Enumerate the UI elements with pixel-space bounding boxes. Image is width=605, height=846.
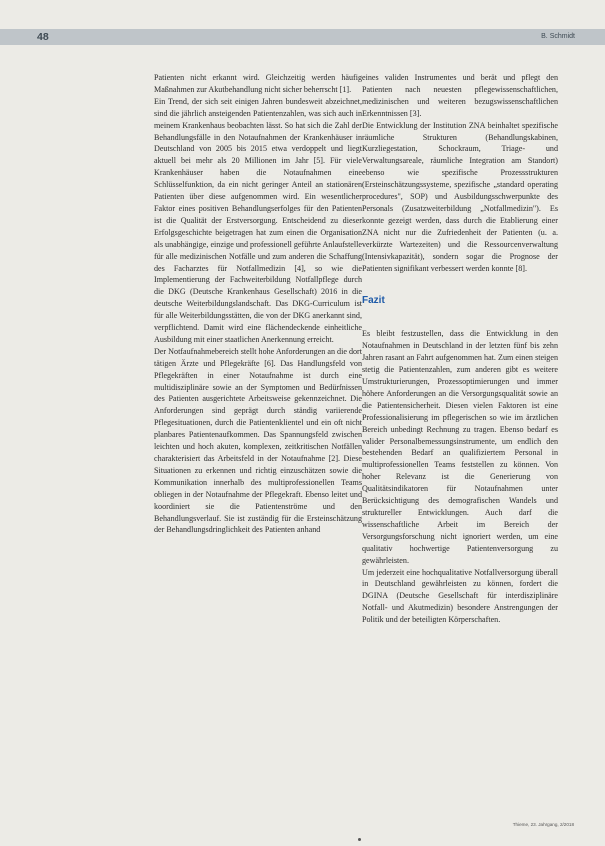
header-band (0, 29, 605, 45)
left-column (154, 72, 362, 536)
right-column (362, 72, 558, 626)
paragraph: Der Notfaufnahmebereich stellt hohe Anforderungen an die dort tätigen Ärzte und Pflegekräfte [6]. Das Handlungsfeld von Pflegekräften in einer Notaufnahme ist durch eine multidisziplinäre sowie an der Symptomen und Bedürfnissen des Patienten ausgerichtete Arbeitsweise gekennzeichnet. Die Anforderungen sind geprägt durch ständig variierende Pflegesituationen, durch die Patientenklientel und ein oft nicht planbares Patientenaufkommen. Das Spannungsfeld zwischen leichten und hoch akuten, komplexen, zeitkritischen Notfällen charakterisiert das Arbeitsfeld in der Notaufnahme [2]. Diese Situationen zu erkennen und richtig einzuschätzen sowie die Kommunikation innerhalb des multiprofessionellen Teams obliegen in der Notaufnahme der Pflegekraft. Ebenso leitet und koordiniert sie die Patientenströme und den Behandlungsverlauf. Sie ist zuständig für die Ersteinschätzung der Behandlungsdringlichkeit des Patienten anhand (154, 346, 362, 535)
section-heading-fazit: Fazit (362, 295, 385, 307)
footer-dot (358, 838, 361, 841)
paragraph: Ein Trend, der sich seit einigen Jahren bundesweit abzeichnet, sind die jährlich ansteigenden Patientenzahlen, was sich auch in meinem Krankenhaus beobachten lässt. So hat sich die Zahl der Behandlungsfälle in den Notaufnahmen der Krankenhäuser in Deutschland von 2005 bis 2015 etwa verdoppelt und liegt aktuell bei mehr als 20 Millionen im Jahr [5]. Für viele Krankenhäuser haben die Notaufnahmen eine Schlüsselfunktion, da ein nicht geringer Anteil an stationären Patienten über diese aufgenommen wird. Ein wesentlicher Faktor eines positiven Behandlungserfolges für den Patienten ist die Qualität der Erstversorgung. Entscheidend zu dieser Erfolgsgeschichte beigetragen hat zum einen die Organisation als unabhängige, einzige und professionell geführte Anlaufstelle für alle medizinischen Notfälle und zum anderen die Schaffung des Facharztes für Notfallmedizin [4], so wie die Implementierung der Fachweiterbildung Notfallpflege durch die DKG (Deutsche Krankenhaus Gesellschaft) 2016 in die deutsche Weiterbildungslandschaft. Das DKG-Curriculum ist für alle Weiterbildungsstätten, die von der DKG anerkannt sind, verpflichtend. Damit wird eine flächendeckende einheitliche Ausbildung mit einer staatlichen Anerkennung erreicht. (154, 96, 362, 344)
paragraph: Patienten nicht erkannt wird. Gleichzeitig werden häufig Maßnahmen zur Akutbehandlung nicht sicher beherrscht [1]. (154, 73, 362, 94)
paragraph: Es bleibt festzustellen, dass die Entwicklung in den Notaufnahmen in Deutschland in der letzten fünf bis zehn Jahren rasant an Fahrt aufgenommen hat. Zum einen steigen stetig die Patientenzahlen, zum anderen gibt es weitere Umstrukturierungen, Prozessoptimierungen und immer höhere Anforderungen an die Versorgungsqualität sowie an die Patientensicherheit. Diesen vielen Faktoren ist eine Professionalisierung im pflegerischen so wie im ärztlichen Bereich unbedingt Rechnung zu tragen. Ebenso bedarf es valider Personalbemessungsinstrumente, um endlich den bestehenden Bedarf an qualifiziertem Personal in multiprofessionellen Teams feststellen zu können. Von hoher Relevanz ist die Generierung von Qualitätsindikatoren für Notaufnahmen unter Berücksichtigung des demografischen Wandels und struktureller Entwicklungen. Auch darf die wissenschaftliche Arbeit im Bereich der Versorgungsforschung nicht ignoriert werden, um eine qualitativ hochwertige Patientenversorgung zu gewährleisten. (362, 329, 558, 565)
page-number: 48 (37, 31, 49, 43)
paragraph: Die Entwicklung der Institution ZNA beinhaltet spezifische räumliche Strukturen (Behandlungskabinen, Kurzliegestation, Schockraum, Triage- und Verwaltungsareale, räumliche Integration am Standort) ebenso wie spezifische Prozessstrukturen (Ersteinschätzungssysteme, spezifische „standard operating procedures", SOP) und Ausbildungsschwerpunkte des Personals (Zusatzweiterbildung „Notfallmedizin"). Es konnte gezeigt werden, dass durch die Etablierung einer ZNA nicht nur die Zufriedenheit der Patienten (u. a. verkürzte Wartezeiten) und die Ressourcenverwaltung (Intensivkapazität), sondern sogar die Prognose der Patienten signifikant verbessert werden konnte [8]. (362, 120, 558, 273)
footer-note: Thieme, 23. Jahrgang, 2/2018 (512, 822, 574, 827)
paragraph: Um jederzeit eine hochqualitative Notfallversorgung überall in Deutschland gewährleisten zu können, fordert die DGINA (Deutsche Gesellschaft für interdisziplinäre Notfall- und Akutmedizin) besondere Anstrengungen der Politik und der beteiligten Körperschaften. (362, 567, 558, 625)
paragraph: eines validen Instrumentes und berät und pflegt den Patienten nach neuesten pflegewissenschaftlichen, medizinischen und weiteren bezugswissenschaftlichen Erkenntnissen [3]. (362, 73, 558, 118)
running-author: B. Schmidt (541, 33, 575, 40)
